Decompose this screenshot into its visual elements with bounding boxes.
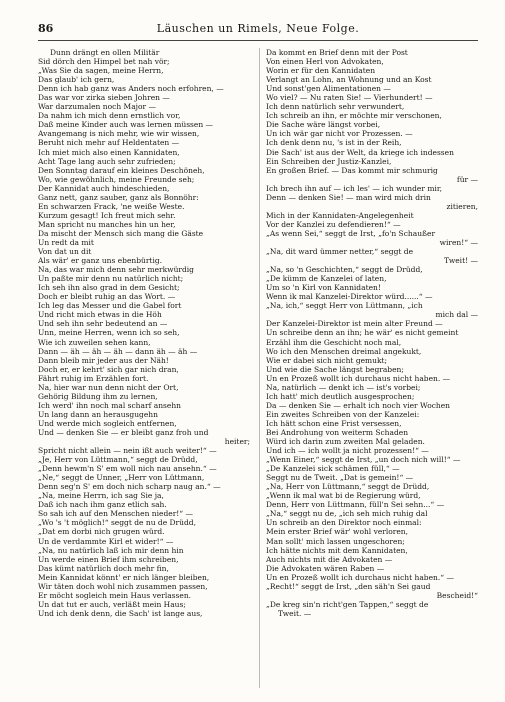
- text-line: Er möcht sogleich mein Haus verlassen.: [38, 590, 192, 600]
- text-line: Un dat tut er auch, verläßt mein Haus;: [38, 599, 186, 609]
- text-line: „De kreg sin'n richt'gen Tappen,“ seggt de: [266, 599, 429, 609]
- text-line: Denn, Herr von Lüttmann, füll'n Sei sehn...“ —: [266, 500, 445, 510]
- text-line: zitieren,: [446, 201, 478, 211]
- text-line: War darzumalen noch Major —: [38, 102, 156, 112]
- text-line: Als wär' er ganz uns ebenbürtig.: [38, 256, 163, 266]
- left-text-column: [38, 48, 250, 618]
- text-line: Na, das war mich denn sehr merkwürdig: [38, 265, 194, 275]
- text-line: Denn seg'n S' em doch nich scharp naug an.“ —: [38, 482, 221, 492]
- text-line: „Ne,“ seggt de Unner, „Herr von Lüttmann,: [38, 473, 205, 483]
- text-line: Ich hatt' mich deutlich ausgesprochen;: [266, 391, 415, 401]
- text-line: Das kümt natürlich doch mehr fin,: [38, 563, 169, 573]
- text-line: „Na,“ seggt nu de, „ich seh mich ruhig dal: [266, 509, 428, 519]
- header-rule: [38, 40, 478, 41]
- text-line: Und wie die Sache längst begraben;: [266, 364, 404, 374]
- text-line: Das war vor zirka sieben Johren —: [38, 93, 170, 103]
- text-line: Wie ich zuweilen sehen kann,: [38, 337, 151, 347]
- text-line: Gehörig Bildung ihm zu lernen,: [38, 391, 158, 401]
- text-line: Erzähl ihm die Geschicht noch mal,: [266, 337, 402, 347]
- text-line: Wie er dabei sich nicht gemukt;: [266, 355, 388, 365]
- text-line: Da nahm ich mich denn ernstlich vor,: [38, 111, 181, 121]
- text-line: „Na, meine Herrn, ich sag Sie ja,: [38, 491, 164, 501]
- text-line: Un paßte mir denn nu natürlich nicht;: [38, 274, 184, 284]
- text-line: „As wenn Sei,“ seggt de Irst, „fo'n Schaußer: [266, 228, 436, 238]
- page-header: [38, 22, 478, 38]
- text-line: „Na, dit ward ümmer netter,“ seggt de: [266, 247, 414, 257]
- text-line: mich dal —: [435, 310, 478, 320]
- text-line: Un redt da mit: [38, 237, 94, 247]
- text-line: Un de verdammte Kirl et wider!“ —: [38, 536, 174, 546]
- text-line: Da mischt der Mensch sich mang die Gäste: [38, 228, 204, 238]
- text-line: Und richt mich etwas in die Höh: [38, 310, 162, 320]
- text-line: Ein zweites Schreiben von der Kanzelei:: [266, 409, 420, 419]
- text-line: Dunn drängt en ollen Militär: [50, 48, 160, 57]
- text-line: Ich schreib an ihn, er möchte mir verschonen,: [266, 111, 442, 121]
- text-line: „Na, nu natürlich laß ich mir denn hin: [38, 545, 184, 555]
- text-line: Ein Schreiben der Justiz-Kanzlei,: [266, 156, 392, 166]
- text-line: wiren!“ —: [439, 237, 478, 247]
- text-line: Ich denn natürlich sehr verwundert,: [266, 102, 405, 112]
- text-line: En schwarzen Frack, 'ne weiße Weste.: [38, 201, 185, 211]
- text-line: Da kommt en Brief denn mit der Post: [266, 48, 408, 57]
- text-line: Und werde mich sogleich entfernen,: [38, 418, 177, 428]
- text-line: Und ich — ich wollt ja nicht prozessen!“ —: [266, 446, 429, 456]
- text-line: Und ich denk denn, die Sach' ist lange aus,: [38, 608, 203, 618]
- text-line: Worin er für den Kannidaten: [266, 66, 376, 76]
- text-line: Daß ich nach ihm ganz etlich sah.: [38, 500, 167, 510]
- text-line: Die Sache wäre längst vorbei,: [266, 120, 381, 130]
- text-line: Na, hier war nun denn nicht der Ort,: [38, 382, 179, 392]
- text-line: So sah ich auf den Menschen nieder!“ —: [38, 509, 194, 519]
- text-line: Man spricht nu manches hin un her,: [38, 219, 176, 229]
- text-line: Avangemang is nich mehr, wie wir wissen,: [38, 129, 200, 139]
- text-line: Un werde einen Brief ihm schreiben,: [38, 554, 179, 564]
- text-line: Ich leg das Messer und die Gabel fort: [38, 301, 182, 311]
- text-line: Unn, meine Herren, wenn ich so seh,: [38, 328, 180, 338]
- text-line: Der Kanzelei-Direktor ist mein alter Freund —: [266, 319, 443, 329]
- text-line: Un schreib an den Direktor noch einmal:: [266, 518, 422, 528]
- text-line: Dann — äh — äh — äh — dann äh — äh —: [38, 346, 198, 356]
- text-line: Un ich wär gar nicht vor Prozessen. —: [266, 129, 413, 139]
- text-line: Denn ich hab ganz was Anders noch erfohren, —: [38, 84, 224, 94]
- text-line: Wenn ik mal Kanzelei-Direktor würd......“ —: [266, 292, 433, 302]
- text-line: Spricht nicht allein — nein ißt auch weiter!“ —: [38, 446, 217, 456]
- text-line: „Denn hewm'n S' em woll nich nau ansehn.“ —: [38, 464, 217, 474]
- text-line: „Recht!“ seggt de Irst, „den säh'n Sei gaud: [266, 581, 431, 591]
- text-line: Doch er bleibt ruhig an das Wort. —: [38, 292, 176, 302]
- text-line: Ich brech ihn auf — ich les' — ich wunder mir,: [266, 183, 442, 193]
- text-line: Doch er, er kehrt' sich gar nich dran,: [38, 364, 179, 374]
- text-line: Acht Tage lang auch sehr zufrieden;: [38, 156, 176, 166]
- text-line: Wo ich den Menschen dreimal angekukt,: [266, 346, 422, 356]
- text-line: Ganz nett, ganz sauber, ganz als Bonnöhr:: [38, 192, 199, 202]
- text-line: En großen Brief. — Das kommt mir schmurig: [266, 165, 438, 175]
- text-line: Ich hätt schon eine Frist versessen,: [266, 418, 402, 428]
- text-line: „De Kanzelei sick schämen füll,“ —: [266, 464, 400, 474]
- text-line: Ich werd' ihn noch mal scharf ansehn: [38, 400, 181, 410]
- text-line: Wo viel? — Nu raten Sie! — Vierhundert! —: [266, 93, 433, 103]
- text-line: Denn — denken Sie! — man wird mich drin: [266, 192, 431, 202]
- text-line: Und — denken Sie — er bleibt ganz froh und: [38, 427, 209, 437]
- text-line: Ich miet mich also einen Kannidaten,: [38, 147, 180, 157]
- text-line: „Wenn ik mal wat bi de Regierung würd,: [266, 491, 421, 501]
- text-line: Bescheid!“: [436, 590, 478, 600]
- text-line: Und sonst'gen Alimentationen —: [266, 84, 391, 94]
- text-line: Beruht nich mehr auf Heldentaten —: [38, 138, 180, 148]
- text-line: Seggt nu de Tweit. „Dat is gemein!“ —: [266, 473, 414, 483]
- text-line: Vor der Kanzlei zu defendieren!“ —: [266, 219, 401, 229]
- text-line: Die Advokaten wären Raben —: [266, 563, 385, 573]
- text-line: „Na, Herr von Lüttmann,“ seggt de Drüdd,: [266, 482, 430, 492]
- text-line: Ich hätte nichts mit dem Kannidaten,: [266, 545, 408, 555]
- text-line: Verlangt an Lohn, an Wohnung und an Kost: [266, 75, 432, 85]
- text-line: „Dat em dorbi nich grugen würd.: [38, 527, 165, 537]
- text-line: Um so 'n Kirl von Kannidaten!: [266, 283, 381, 293]
- text-line: Wir täten doch wohl nich zusammen passen,: [38, 581, 208, 591]
- text-line: „Na, ich,“ seggt Herr von Lüttmann, „ich: [266, 301, 423, 311]
- text-line: Von einen Herl von Advokaten,: [266, 57, 384, 67]
- text-line: Un en Prozeß wollt ich durchaus nicht haben. —: [266, 373, 451, 383]
- text-line: Un schreibe denn an ihn; he wär' es nicht gemeint: [266, 328, 459, 338]
- text-line: Mich in der Kannidaten-Angelegenheit: [266, 210, 414, 220]
- text-line: Das glaub' ich gern,: [38, 75, 115, 85]
- text-line: „Wo 's 't möglich!“ seggt de nu de Drüdd,: [38, 518, 196, 528]
- running-title: Läuschen un Rimels, Neue Folge.: [156, 22, 360, 35]
- text-line: Dann bleib mir jeder aus der Näh!: [38, 355, 169, 365]
- text-line: Auch nichts mit die Advokaten —: [266, 554, 393, 564]
- text-line: Den Sonntag darauf ein kleines Deschöneh,: [38, 165, 205, 175]
- text-line: Fährt ruhig im Erzählen fort.: [38, 373, 149, 383]
- text-line: Ich seh ihn also grad in dem Gesicht;: [38, 283, 180, 293]
- text-line: heiter;: [224, 437, 250, 447]
- text-line: Tweit. —: [278, 608, 312, 618]
- text-line: Un en Prozeß wollt ich durchaus nicht haben.“ —: [266, 572, 454, 582]
- text-line: Von dat un dit: [38, 247, 92, 257]
- text-line: „Was Sie da sagen, meine Herrn,: [38, 66, 164, 76]
- page-number: 86: [38, 22, 54, 35]
- text-line: Kurzum gesagt! Ich freut mich sehr.: [38, 210, 176, 220]
- text-line: Bei Androhung von weiterm Schaden: [266, 427, 409, 437]
- text-line: „Je, Herr von Lüttmann,“ seggt de Drüdd,: [38, 455, 198, 465]
- text-line: Der Kannidat auch hindeschieden,: [38, 183, 170, 193]
- text-line: Daß meine Kinder auch was lernen müssen —: [38, 120, 214, 130]
- text-line: Man sollt' mich lassen ungeschoren;: [266, 536, 405, 546]
- text-line: Mein erster Brief wär' wohl verloren,: [266, 527, 409, 537]
- text-line: für —: [456, 174, 478, 184]
- text-line: „Na, so 'n Geschichten,“ seggt de Drüdd,: [266, 265, 423, 275]
- right-text-column: [266, 48, 478, 618]
- text-line: Na, natürlich — denkt ich — ist's vorbei;: [266, 382, 421, 392]
- text-line: Würd ich darin zum zweiten Mal geladen.: [266, 437, 425, 447]
- text-line: „Wenn Einer,“ seggt de Irst, „un doch nich will!“ —: [266, 455, 461, 465]
- text-line: Mein Kannidat könnt' er nich länger bleiben,: [38, 572, 210, 582]
- text-line: Wo, wie gewöhnlich, meine Freunde seh;: [38, 174, 195, 184]
- text-line: Tweit! —: [444, 256, 478, 266]
- text-line: „De kümm de Kanzelei of laten,: [266, 274, 387, 284]
- column-divider: [259, 48, 260, 688]
- text-line: Die Sach' ist aus der Welt, da kriege ich indessen: [266, 147, 454, 157]
- text-line: Da — denken Sie — erhalt ich noch vier Wochen: [266, 400, 451, 410]
- text-line: Un lang dann an herausgugehn: [38, 409, 158, 419]
- text-line: Sid dörch den Himpel bet nah vör;: [38, 57, 170, 67]
- text-line: Und seh ihn sehr bedeutend an —: [38, 319, 168, 329]
- text-line: Ich denk denn nu, 's ist in der Reih,: [266, 138, 402, 148]
